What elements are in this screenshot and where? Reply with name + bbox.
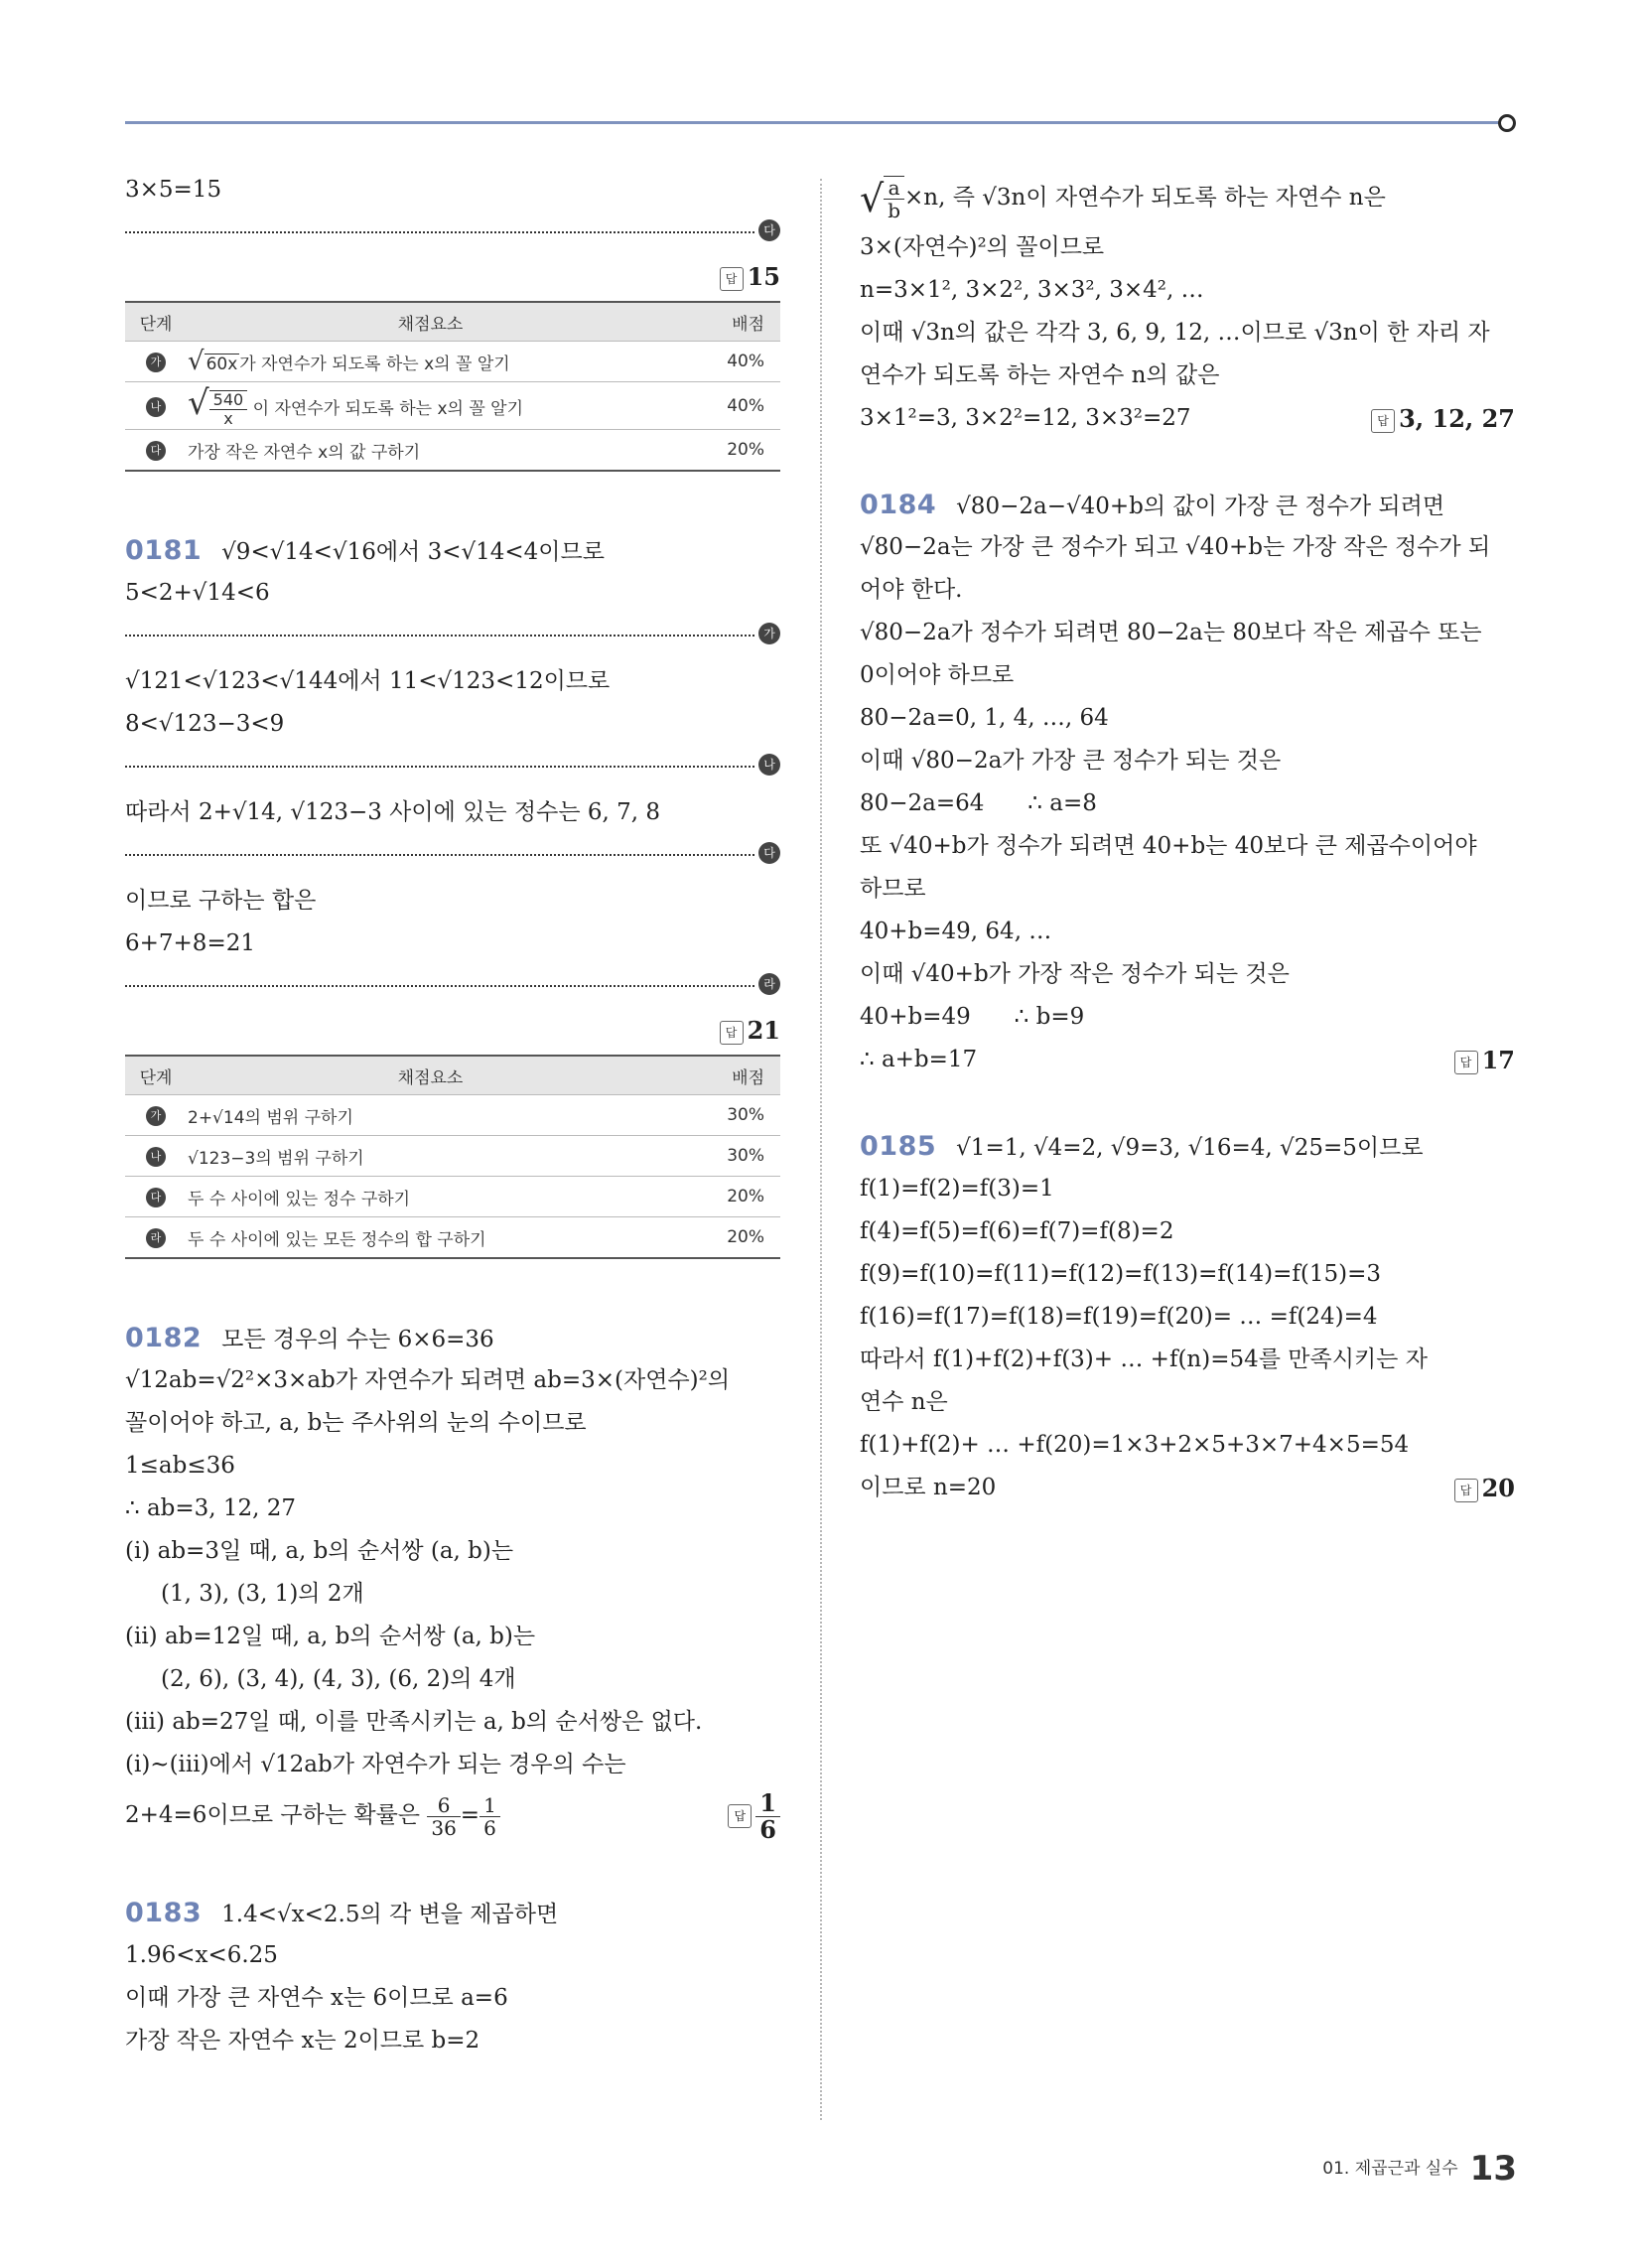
p0184-line: 이때 √80−2a가 가장 큰 정수가 되는 것은 [860, 748, 1282, 774]
page-number: 13 [1469, 2149, 1517, 2189]
criteria-text: 2+√14의 범위 구하기 [187, 1095, 674, 1136]
p0183-cont-line: ×n, 즉 √3n이 자연수가 되도록 하는 자연수 n은 [904, 185, 1386, 211]
step-separator [125, 750, 780, 781]
table-row [125, 1136, 780, 1177]
stage-marker: 라 [146, 1228, 166, 1248]
p0183-line: 1.4<√x<2.5의 각 변을 제곱하면 [221, 1902, 559, 1927]
p0182-line: (1, 3), (3, 1)의 2개 [161, 1581, 364, 1607]
frac-bottom: x [223, 409, 233, 428]
table-row [125, 430, 780, 472]
points: 30% [674, 1136, 780, 1177]
answer-tag: 답 [1454, 1051, 1478, 1074]
p0185-line: 따라서 f(1)+f(2)+f(3)+ … +f(n)=54를 만족시키는 자 [860, 1347, 1428, 1372]
points: 40% [674, 382, 780, 430]
p0185-line: f(9)=f(10)=f(11)=f(12)=f(13)=f(14)=f(15)=3 [860, 1261, 1381, 1287]
problem-number-0183: 0183 [125, 1898, 203, 1928]
p0181-line: 8<√123−3<9 [125, 711, 285, 737]
stage-marker: 라 [758, 973, 780, 995]
p0182-line: √12ab=√2²×3×ab가 자연수가 되려면 ab=3×(자연수)²의 [125, 1367, 731, 1393]
answer-tag: 답 [720, 267, 744, 291]
p0181-answer [125, 1011, 780, 1051]
answer-den: 6 [759, 1814, 776, 1844]
stage-marker: 가 [758, 623, 780, 644]
p0184-line: 또 √40+b가 정수가 되려면 40+b는 40보다 큰 제곱수이어야 [860, 833, 1477, 859]
p0182-last-line: 2+4=6이므로 구하는 확률은 $\frac{6}{36}$ = $\frac{1}{6}$ 답 $\frac{1}{6}$ [125, 1786, 780, 1844]
p0184-line: √80−2a−√40+b의 값이 가장 큰 정수가 되려면 [956, 494, 1445, 519]
p0182-line: ∴ ab=3, 12, 27 [125, 1495, 297, 1521]
p0182-line: 꼴이어야 하고, a, b는 주사위의 눈의 수이므로 [125, 1410, 587, 1436]
table-row: 가 √ 60x 가 자연수가 되도록 하는 x의 꼴 알기 40% [125, 342, 780, 382]
problem-number-0185: 0185 [860, 1131, 937, 1162]
p0184-line: 이때 √40+b가 가장 작은 정수가 되는 것은 [860, 961, 1290, 987]
header-rule-dot [1498, 114, 1516, 132]
p0183-cont-line: 이때 √3n의 값은 각각 3, 6, 9, 12, …이므로 √3n이 한 자리 자 [860, 320, 1490, 346]
p0182-line: (2, 6), (3, 4), (4, 3), (6, 2)의 4개 [161, 1666, 516, 1692]
table-row [125, 1217, 780, 1259]
p0182-line: (i)~(iii)에서 √12ab가 자연수가 되는 경우의 수는 [125, 1752, 626, 1777]
p0184-line: 어야 한다. [860, 577, 963, 603]
points: 40% [674, 342, 780, 382]
criteria-text: 이 자연수가 되도록 하는 x의 꼴 알기 [252, 399, 524, 419]
right-column [860, 169, 1515, 1509]
p0182-line: 1≤ab≤36 [125, 1453, 235, 1479]
left-column [125, 169, 780, 2062]
frac-top: 1 [479, 1794, 500, 1817]
p0185-line: f(1)=f(2)=f(3)=1 [860, 1176, 1054, 1202]
p0183-cont-line: n=3×1², 3×2², 3×3², 3×4², … [860, 277, 1204, 303]
answer-tag: 답 [1371, 409, 1395, 433]
radical: 60x [205, 354, 238, 374]
p0183-cont-line: 연수가 되도록 하는 자연수 n의 값은 [860, 362, 1220, 388]
stage-marker: 가 [146, 353, 166, 372]
step-separator [125, 619, 780, 650]
p0182-line: (i) ab=3일 때, a, b의 순서쌍 (a, b)는 [125, 1538, 514, 1564]
points: 20% [674, 1177, 780, 1217]
stage-marker: 다 [146, 441, 166, 461]
p0185-line: f(16)=f(17)=f(18)=f(19)=f(20)= … =f(24)=4 [860, 1304, 1378, 1330]
p0181-line: √121<√123<√144에서 11<√123<12이므로 [125, 668, 611, 694]
p0181-line: √9<√14<√16에서 3<√14<4이므로 [221, 539, 605, 565]
p0185-line: √1=1, √4=2, √9=3, √16=4, √25=5이므로 [956, 1135, 1424, 1161]
points: 20% [674, 430, 780, 472]
p0183-answer [1371, 397, 1515, 437]
stage-marker: 다 [758, 219, 780, 241]
p0182-line: (iii) ab=27일 때, 이를 만족시키는 a, b의 순서쌍은 없다. [125, 1709, 703, 1735]
p0181-line: 따라서 2+√14, √123−3 사이에 있는 정수는 6, 7, 8 [125, 799, 661, 825]
p0184-line: 80−2a=0, 1, 4, …, 64 [860, 705, 1109, 731]
answer-tag: 답 [720, 1021, 744, 1045]
th-points: 배점 [674, 302, 780, 342]
answer-num: 1 [755, 1790, 780, 1817]
p0181-line: 6+7+8=21 [125, 930, 255, 956]
problem-number-0182: 0182 [125, 1323, 203, 1353]
table-row [125, 1177, 780, 1217]
p0182-line: 모든 경우의 수는 6×6=36 [221, 1327, 494, 1352]
p0183-line: 가장 작은 자연수 x는 2이므로 b=2 [125, 2028, 480, 2054]
answer-tag: 답 [1454, 1479, 1478, 1502]
p0183-line: 이때 가장 큰 자연수 x는 6이므로 a=6 [125, 1985, 508, 2011]
p0181-line: 이므로 구하는 합은 [125, 888, 317, 914]
p0185-answer [1454, 1467, 1515, 1506]
step-separator [125, 838, 780, 870]
p0185-line: 연수 n은 [860, 1389, 948, 1415]
column-divider [820, 179, 822, 2120]
p0183-cont-line: 3×(자연수)²의 꼴이므로 [860, 234, 1105, 260]
step-separator [125, 969, 780, 1001]
scoring-table-0181 [125, 1055, 780, 1259]
criteria-text: 가 자연수가 되도록 하는 x의 꼴 알기 [239, 354, 510, 374]
frac-bottom: b [888, 199, 901, 222]
answer-value: 15 [747, 262, 780, 291]
criteria-text: 가장 작은 자연수 x의 값 구하기 [187, 430, 674, 472]
p0181-line: 5<2+√14<6 [125, 580, 270, 606]
answer-value: 17 [1481, 1046, 1515, 1074]
p0182-answer [728, 1786, 780, 1844]
frac-top: 6 [427, 1794, 460, 1817]
problem-number-0184: 0184 [860, 490, 937, 520]
p0184-line: 하므로 [860, 876, 926, 902]
frac-bottom: 6 [483, 1815, 496, 1840]
frac-bottom: 36 [431, 1815, 457, 1840]
step-separator [125, 215, 780, 247]
p0183-cont-first: √ $\frac{a}{b}$ ×n, 즉 √3n이 자연수가 되도록 하는 자연수 n은 [860, 176, 1386, 222]
answer-value: 20 [1481, 1474, 1515, 1502]
p0182-line: 2+4=6이므로 구하는 확률은 [125, 1802, 421, 1828]
p0185-line: f(1)+f(2)+ … +f(20)=1×3+2×5+3×7+4×5=54 [860, 1432, 1410, 1458]
p0184-line: 40+b=49, 64, … [860, 919, 1052, 944]
page-footer [1322, 2149, 1517, 2189]
stage-marker: 다 [146, 1188, 166, 1207]
frac-top: 540 [209, 391, 248, 410]
criteria-text: 두 수 사이에 있는 모든 정수의 합 구하기 [187, 1217, 674, 1259]
p0185-line: f(4)=f(5)=f(6)=f(7)=f(8)=2 [860, 1218, 1174, 1244]
p0184-line: √80−2a가 정수가 되려면 80−2a는 80보다 작은 제곱수 또는 [860, 620, 1482, 645]
stage-marker: 다 [758, 842, 780, 864]
p0180-answer [125, 257, 780, 297]
answer-value: 21 [747, 1016, 780, 1045]
header-rule [125, 121, 1505, 124]
th-criteria: 채점요소 [187, 1056, 674, 1095]
th-criteria: 채점요소 [187, 302, 674, 342]
p0183-cont-line: 3×1²=3, 3×2²=12, 3×3²=27 [860, 405, 1191, 431]
criteria-text: √123−3의 범위 구하기 [187, 1136, 674, 1177]
chapter-title: 01. 제곱근과 실수 [1322, 2159, 1458, 2179]
th-points: 배점 [674, 1056, 780, 1095]
stage-marker: 나 [758, 754, 780, 776]
criteria-text: 두 수 사이에 있는 정수 구하기 [187, 1177, 674, 1217]
table-row: 나 √ $\frac{540}{x}$ 이 자연수가 되도록 하는 x의 꼴 알기 40% [125, 382, 780, 430]
p0185-line: 이므로 n=20 [860, 1475, 997, 1500]
stage-marker: 나 [146, 397, 166, 417]
p0184-line: ∴ a+b=17 [860, 1047, 978, 1072]
p0184-line: 0이어야 하므로 [860, 662, 1015, 688]
p0183-line: 1.96<x<6.25 [125, 1942, 278, 1968]
frac-top: a [884, 177, 904, 200]
problem-number-0181: 0181 [125, 535, 203, 566]
table-row [125, 1095, 780, 1136]
scoring-table-0180 [125, 301, 780, 472]
th-stage: 단계 [125, 1056, 187, 1095]
p0184-line: √80−2a는 가장 큰 정수가 되고 √40+b는 가장 작은 정수가 되 [860, 534, 1491, 560]
points: 30% [674, 1095, 780, 1136]
answer-tag: 답 [728, 1804, 752, 1828]
points: 20% [674, 1217, 780, 1259]
p0184-answer [1454, 1039, 1515, 1078]
p0184-line: 40+b=49 ∴ b=9 [860, 1004, 1085, 1030]
stage-marker: 가 [146, 1106, 166, 1126]
answer-value: 3, 12, 27 [1399, 404, 1515, 433]
p0184-line: 80−2a=64 ∴ a=8 [860, 790, 1097, 816]
th-stage: 단계 [125, 302, 187, 342]
p0182-line: (ii) ab=12일 때, a, b의 순서쌍 (a, b)는 [125, 1624, 536, 1649]
stage-marker: 나 [146, 1147, 166, 1167]
p0180-line: 3×5=15 [125, 177, 222, 203]
